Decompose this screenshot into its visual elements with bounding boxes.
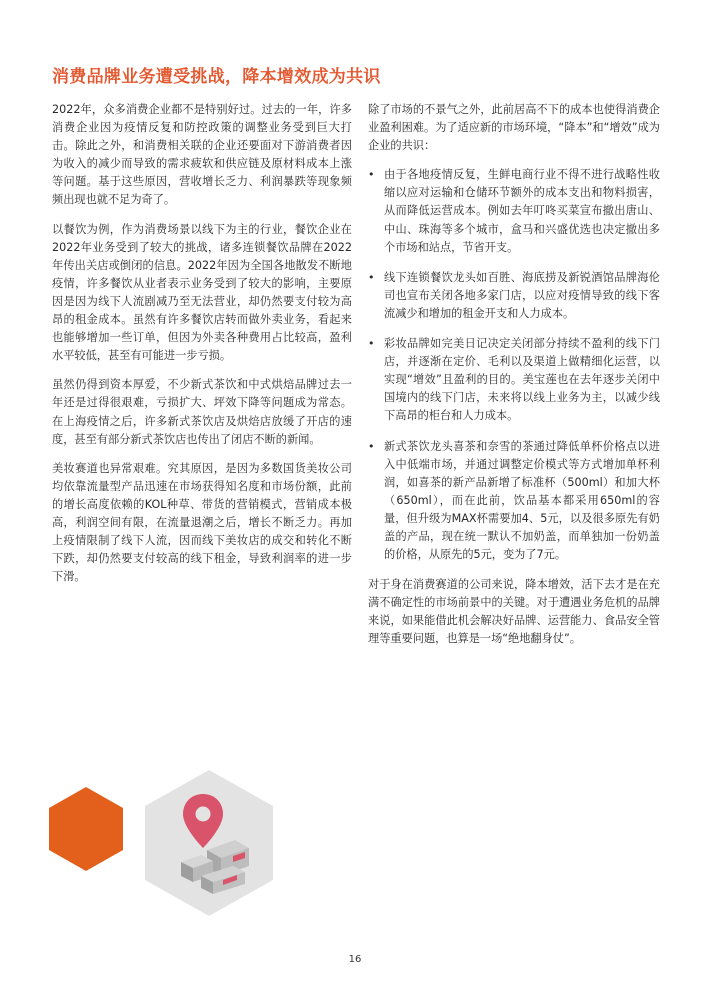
bullet-icon: • [368, 270, 375, 284]
list-item-text: 新式茶饮龙头喜茶和奈雪的茶通过降低单杯价格点以进入中低端市场，并通过调整定价模式等方式增加单杯利润，如喜茶的新产品新增了标准杯（500ml）和加大杯（650ml），而在此前，饮品基本都采用650ml的容量，但升级为MAX杯需要加4、5元，以及很多原先有奶盖的产品，现在统一默认不加奶盖，而单独加一份奶盖的价格，从原先的5元，变为了7元。 [384, 439, 660, 562]
list-item-text: 线下连锁餐饮龙头如百胜、海底捞及新锐酒馆品牌海伦司也宣布关闭各地多家门店，以应对疫情导致的线下客流减少和增加的租金开支和人力成本。 [384, 270, 660, 320]
page-title: 消费品牌业务遭受挑战，降本增效成为共识 [52, 67, 381, 87]
bullet-list [368, 166, 660, 564]
bullet-icon: • [368, 337, 375, 351]
conclusion-paragraph: 对于身在消费赛道的公司来说，降本增效，活下去才是在充满不确定性的市场前景中的关键。对于遭遇业务危机的品牌来说，如果能借此机会解决好品牌、运营能力、食品安全管理等重要问题，也算是一场“绝地翻身仗”。 [368, 578, 660, 646]
bullet-icon: • [368, 439, 375, 453]
intro-paragraph: 除了市场的不景气之外，此前居高不下的成本也使得消费企业盈利困难。为了适应新的市场环境，“降本”和“增效”成为企业的共识： [368, 103, 660, 153]
list-item [368, 438, 660, 565]
list-item [368, 166, 660, 256]
left-column [52, 101, 352, 597]
list-item-text: 由于各地疫情反复，生鲜电商行业不得不进行战略性收缩以应对运输和仓储环节额外的成本支出和物料损害，从而降低运营成本。例如去年叮咚买菜宣布撤出唐山、中山、珠海等多个城市，盒马和兴盛优选也决定撤出多个市场和站点，节省开支。 [384, 168, 660, 254]
page-number: 16 [348, 954, 362, 965]
body-paragraph: 虽然仍得到资本厚爱，不少新式茶饮和中式烘焙品牌过去一年还是过得很艰难，亏损扩大、坪效下降等问题成为常态。在上海疫情之后，许多新式茶饮店及烘焙店放缓了开店的速度，甚至有部分新式茶饮店也传出了闭店不断的新闻。 [52, 378, 352, 446]
list-item [368, 269, 660, 323]
body-paragraph: 美妆赛道也异常艰难。究其原因，是因为多数国货美妆公司均依靠流量型产品迅速在市场获得知名度和市场份额，此前的增长高度依赖的KOL种草、带货的营销模式，营销成本极高，利润空间有限，在流量退潮之后，增长不断乏力。再加上疫情限制了线下人流，因而线下美妆店的成交和转化不断下跌，却仍然要支付较高的线下租金，导致利润率的进一步下滑。 [52, 461, 352, 584]
right-column [368, 101, 660, 660]
body-paragraph: 以餐饮为例，作为消费场景以线下为主的行业，餐饮企业在2022年业务受到了较大的挑战，诸多连锁餐饮品牌在2022年传出关店或倒闭的信息。2022年因为全国各地散发不断地疫情，许多餐饮从业者表示业务受到了较大的影响，主要原因是因为线下人流剧减乃至无法营业，却仍然要支付较为高昂的租金成本。虽然有许多餐饮店转而做外卖业务，看起来也能够增加一些订单，但因为外卖各种费用占比较高，盈利水平较低，甚至有可能进一步亏损。 [52, 222, 352, 363]
bullet-icon: • [368, 168, 375, 182]
list-item-text: 彩妆品牌如完美日记决定关闭部分持续不盈利的线下门店，并逐渐在定价、毛利以及渠道上做精细化运营，以实现“增效”且盈利的目的。美宝莲也在去年逐步关闭中国境内的线下门店，未来将以线上业务为主，以减少线下高昂的柜台和人力成本。 [384, 337, 660, 423]
logistics-illustration [145, 770, 273, 916]
body-paragraph: 2022年，众多消费企业都不是特别好过。过去的一年，许多消费企业因为疫情反复和防控政策的调整业务受到巨大打击。除此之外，和消费相关联的企业还要面对下游消费者因为收入的减少而导致的需求疲软和供应链及原材料成本上涨等问题。基于这些原因，营收增长乏力、利润暴跌等现象频频出现也就不足为奇了。 [52, 103, 352, 207]
orange-hexagon-decoration [49, 787, 123, 871]
grey-hexagon [145, 770, 273, 916]
list-item [368, 335, 660, 425]
